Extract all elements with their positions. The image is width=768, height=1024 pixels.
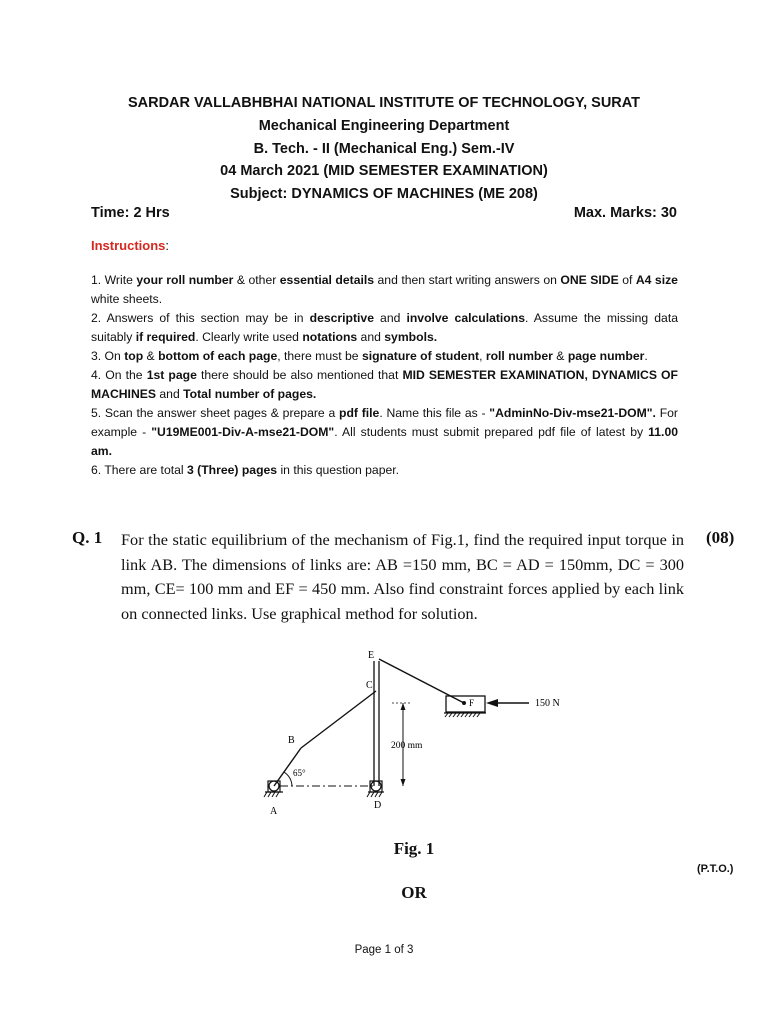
instruction-item [91, 404, 678, 461]
angle-arc [284, 772, 292, 786]
instruction-text: and [156, 387, 184, 401]
instruction-text: there should be also mentioned that [196, 368, 403, 382]
link-bc [301, 691, 376, 748]
program-name: B. Tech. - II (Mechanical Eng.) Sem.-IV [253, 141, 515, 157]
question-text: For the static equilibrium of the mechanism of Fig.1, find the required input torque in link AB. The dimensions of links are: AB =150 mm, BC = AD = 150mm, DC = 300 mm, CE= 100 mm and EF = 450 mm. Also find constraint forces applied by each link on connected links. Use graphical method for solution. [121, 530, 684, 623]
instruction-text: . Clearly write used [195, 330, 303, 344]
instruction-text: & [552, 349, 568, 363]
ground-support-d [367, 781, 384, 797]
instruction-text: symbols. [384, 330, 438, 344]
max-marks: Max. Marks: 30 [573, 205, 677, 221]
instruction-text: 11.00 am. [91, 425, 678, 458]
department-name: Mechanical Engineering Department [258, 118, 510, 134]
label-d: D [374, 800, 382, 811]
instructions-heading: Instructions: [91, 238, 170, 253]
page-number: Page 1 of 3 [354, 944, 414, 956]
figure-caption: Fig. 1 [393, 839, 435, 858]
question-number: Q. 1 [72, 528, 103, 547]
instruction-item [91, 271, 678, 309]
label-b: B [288, 735, 295, 746]
instruction-text: in this question paper. [277, 463, 400, 477]
subject-title: Subject: DYNAMICS OF MACHINES (ME 208) [230, 186, 538, 202]
instruction-text: 2. Answers of this section may be in [91, 311, 310, 325]
instruction-text: top [124, 349, 144, 363]
instruction-text: Total number of pages. [183, 387, 317, 401]
angle-label: 65° [293, 768, 306, 778]
label-e: E [368, 650, 375, 661]
mechanism-figure [250, 645, 590, 825]
pin-f [462, 701, 466, 705]
instruction-text: MID SEMESTER EXAMINATION, DYNAMICS OF MACHINES [91, 368, 678, 401]
instruction-text: 6. There are total [91, 463, 187, 477]
instruction-text: of [618, 273, 636, 287]
instruction-text: 1. Write [91, 273, 137, 287]
instruction-text: white sheets. [91, 292, 163, 306]
instruction-text: 3. On [91, 349, 125, 363]
instruction-text: descriptive [309, 311, 374, 325]
instruction-text: essential details [279, 273, 375, 287]
instruction-text: 3 (Three) pages [186, 463, 278, 477]
instruction-text: signature of student [361, 349, 480, 363]
label-f: F [469, 698, 475, 708]
instruction-text: "AdminNo-Div-mse21-DOM". [489, 406, 656, 420]
instruction-text: . Assume the missing data suitably [91, 311, 678, 344]
instruction-item [91, 366, 678, 404]
instruction-text: page number [567, 349, 645, 363]
instruction-text: bottom of each page [158, 349, 278, 363]
or-separator: OR [401, 883, 427, 902]
instruction-text: A4 size [635, 273, 678, 287]
time-allowed: Time: 2 Hrs [91, 205, 170, 221]
instruction-item [91, 461, 678, 480]
instruction-text: ONE SIDE [560, 273, 619, 287]
force-label: 150 N [535, 698, 560, 709]
instruction-text: your roll number [136, 273, 234, 287]
instruction-text: if required [135, 330, 196, 344]
link-ab [274, 748, 301, 786]
question-marks: (08) [706, 528, 735, 547]
instruction-text: . [644, 349, 648, 363]
exam-date: 04 March 2021 (MID SEMESTER EXAMINATION) [220, 163, 548, 179]
pto-label: (P.T.O.) [697, 863, 734, 875]
dimension-label: 200 mm [391, 741, 423, 751]
instruction-text: . All students must submit prepared pdf file of latest by [334, 425, 649, 439]
ground-support-a [264, 781, 283, 797]
instruction-text: , [479, 349, 486, 363]
label-a: A [270, 806, 278, 817]
instruction-text: and then start writing answers on [374, 273, 561, 287]
instruction-text: and [373, 311, 407, 325]
instruction-text: . Name this file as - [379, 406, 490, 420]
instructions-list [91, 271, 678, 480]
instruction-text: 5. Scan the answer sheet pages & prepare a [91, 406, 339, 420]
instruction-text: & [143, 349, 159, 363]
instruction-text: involve calculations [406, 311, 525, 325]
instruction-text: notations [302, 330, 358, 344]
instruction-text: and [357, 330, 385, 344]
instruction-text: pdf file [339, 406, 380, 420]
instruction-item [91, 347, 678, 366]
instruction-text: & other [233, 273, 280, 287]
dimension-arrow-top [401, 703, 406, 710]
instruction-text: For example - [91, 406, 678, 439]
force-arrowhead [486, 699, 498, 707]
instruction-text: 1st page [146, 368, 197, 382]
instruction-text: roll number [485, 349, 553, 363]
instruction-text: "U19ME001-Div-A-mse21-DOM" [151, 425, 335, 439]
instruction-text: 4. On the [91, 368, 147, 382]
dimension-arrow-bottom [401, 779, 406, 786]
instruction-item [91, 309, 678, 347]
institute-name: SARDAR VALLABHBHAI NATIONAL INSTITUTE OF TECHNOLOGY, SURAT [127, 95, 641, 111]
label-c: C [366, 680, 373, 691]
instruction-text: , there must be [277, 349, 362, 363]
